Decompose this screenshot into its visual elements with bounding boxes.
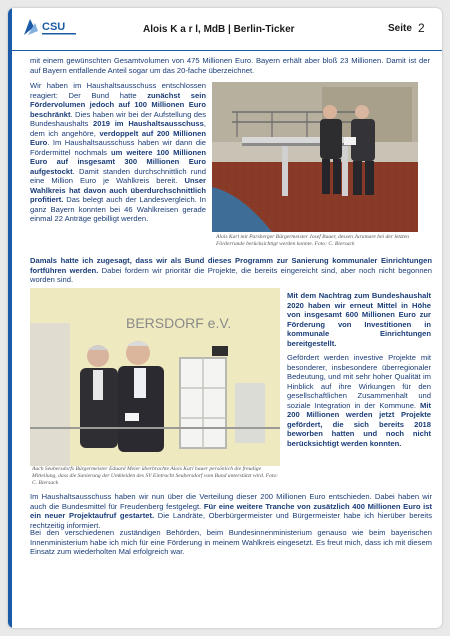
bottom-bold-1: Für eine weitere Tranche von zusätzlich 400 Millionen Euro ist ein neuer Projektaufruf gestartet. <box>30 501 432 520</box>
photo1-caption: Alois Karl mit Parsberger Bürgermeister Josef Bauer, dessen Juramare bei der letzten Förderrunde berücksichtigt werden konnte. Foto: C. Biersack <box>216 234 409 247</box>
logo-text: CSU <box>42 21 66 33</box>
right-text-1: Gefördert werden investive Projekte mit besonderer, insbesondere überregionaler Bedeutung, und mit sehr hoher Qualität im Hinblick auf ihre Wirkungen für den gesellschaftlichen Zusammenhalt und soziale Integration in der Kommune. <box>287 353 431 410</box>
page-number: 2 <box>418 21 425 35</box>
left-bold-5: Unser Wahlkreis hat davon auch überdurchschnittlich profitiert. <box>30 176 206 204</box>
bottom-paragraph-1 <box>30 492 432 530</box>
left-bold-4: um weitere 100 Millionen Euro auf insgesamt 300 Millionen Euro aufgestockt <box>30 147 206 176</box>
left-text-4: . Im Haushaltsausschuss haben wir dann die Fördermittel nochmals <box>30 138 206 157</box>
left-text-5: . Damit standen durchschnittlich rund eine Million Euro je Wahlkreis bereit. <box>30 166 206 185</box>
middle-text: Dabei fordern wir prioritär die Projekte, die bereits eingereicht sind, aber noch nicht begonnen worden sind. <box>30 265 432 284</box>
photo-pool-visit <box>212 82 418 232</box>
photo2-caption: Auch Seubersdorfs Bürgermeister Eduard Meier überbrachte Alois Karl bauer persönlich die freudige Mitteilung, dass die Sanierung der Umkleiden des SV Eintracht Seubersdorf vom Bund unterstützt wird. Foto: C. Biersack <box>32 466 279 486</box>
page-header <box>8 8 442 46</box>
right-column-paragraph-2 <box>287 353 431 448</box>
middle-bold: Damals hatte ich zugesagt, dass wir als Bund dieses Programm zur Sanierung kommunaler Einrichtungen fortführen werden. <box>30 256 432 275</box>
right-bold-2: Mit 200 Millionen werden jetzt Projekte gefördert, die sich bereits 2018 beworben hatten und noch nicht berücksichtigt werden konnten. <box>287 400 431 448</box>
left-bold-2: 2019 im Haushaltsausschuss <box>93 119 204 128</box>
left-column-paragraph <box>30 81 206 224</box>
bottom-text-1: Im Haushaltsausschuss haben wir nun über die Verteilung dieser 200 Millionen Euro entschieden. Dabei haben wir auch die Bundesmittel für Freudenberg festgelegt. <box>30 492 432 511</box>
left-text-3: , dem ich angehöre, <box>30 119 206 138</box>
right-column-paragraph-1 <box>287 291 431 348</box>
page <box>8 8 442 628</box>
csu-logo <box>22 15 82 39</box>
pool-photo-image <box>212 82 418 232</box>
middle-paragraph <box>30 256 432 285</box>
left-text-6: Das belegt auch der Landesvergleich. In ganz Bayern konnten bei 46 Wahlkreisen gerade einmal 22 Anträge gebilligt werden. <box>30 195 206 223</box>
left-bold-3: verdoppelt auf 200 Millionen Euro <box>30 128 206 147</box>
header-divider <box>8 50 442 51</box>
seubersdorf-photo-image <box>30 288 280 466</box>
page-label: Seite <box>388 23 412 34</box>
left-text-1: Wir haben im Haushaltsausschuss entschlossen reagiert: Der Bund hatte <box>30 81 206 100</box>
accent-bar <box>8 8 12 628</box>
photo-seubersdorf-visit <box>30 288 280 466</box>
right-bold-1: Mit dem Nachtrag zum Bundeshaushalt 2020 haben wir erneut Mittel in Höhe von insgesamt 600 Millionen Euro zur Förderung von Investitionen in kommunale Einrichtungen bereitgestellt. <box>287 291 431 348</box>
bottom-paragraph-2: Bei den verschiedenen zuständigen Behörden, beim Bundesinnenministerium genauso wie beim bayerischen Innenministerium habe ich mich für eine Förderung in meinem Wahlkreis eingesetzt. Es freut mich, dass ich mit diesem Einsatz zum wiederholten Mal erfolgreich war. <box>30 528 432 556</box>
bottom-text-2: Die Landräte, Oberbürgermeister und Bürgermeister habe ich hierüber bereits rechtzeitig informiert. <box>30 511 433 530</box>
left-bold-1: zunächst sein Fördervolumen jedoch auf 100 Millionen Euro beschränkt <box>30 90 206 119</box>
left-text-2: . Dies haben wir bei der Aufstellung des Bundeshaushalts <box>30 109 206 128</box>
intro-paragraph: mit einem gewünschten Gesamtvolumen von 475 Millionen Euro. Bayern erhält aber bloß 23 Millionen. Damit ist der auf Bayern entfallende Anteil sogar um das 20-fache überzeichnet. <box>30 56 430 75</box>
building-sign: BERSDORF e.V. <box>126 315 232 331</box>
page-title: Alois K a r l, MdB | Berlin-Ticker <box>143 24 295 35</box>
